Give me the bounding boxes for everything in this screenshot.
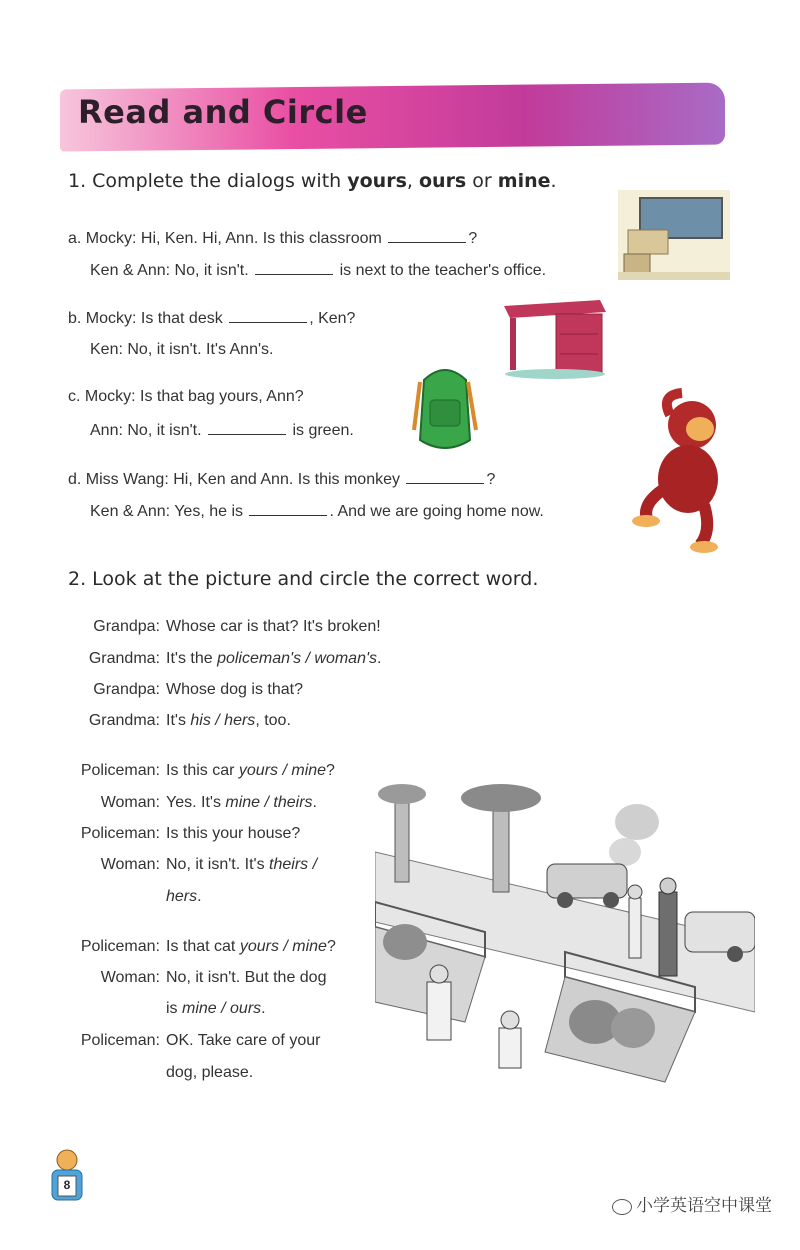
dialog2-row: Woman: Yes. It's mine / theirs. xyxy=(100,794,317,811)
answer-blank[interactable] xyxy=(249,501,327,516)
dialog-c-line1: c. Mocky: Is that bag yours, Ann? xyxy=(68,388,304,405)
dialog-a-line2: Ken & Ann: No, it isn't. is next to the teacher's office. xyxy=(90,262,547,279)
section1-title: 1. Complete the dialogs with yours, ours or mine. xyxy=(68,170,557,192)
circle-choice[interactable]: mine / theirs xyxy=(225,794,313,811)
answer-blank[interactable] xyxy=(388,228,466,243)
wechat-icon xyxy=(612,1199,632,1215)
dialog2-row: Woman: No, it isn't. It's theirs / xyxy=(100,856,318,873)
dialog2-row: Policeman: Is that cat yours / mine? xyxy=(80,938,336,955)
dialog-a-line1: a. Mocky: Hi, Ken. Hi, Ann. Is this classroom ? xyxy=(68,230,478,247)
dialog1-row: Grandpa: Whose car is that? It's broken! xyxy=(93,618,381,635)
circle-choice[interactable]: yours / mine xyxy=(239,938,327,955)
circle-choice[interactable]: his / hers xyxy=(190,712,256,729)
dialog-d-line2: Ken & Ann: Yes, he is . And we are going home now. xyxy=(90,503,544,520)
dialog2-row: hers. xyxy=(166,888,202,905)
answer-blank[interactable] xyxy=(406,469,484,484)
answer-blank[interactable] xyxy=(255,260,333,275)
dialog1-row: Grandma: It's the policeman's / woman's. xyxy=(88,650,382,667)
answer-blank[interactable] xyxy=(229,308,307,323)
circle-choice[interactable]: theirs / xyxy=(269,856,318,873)
page-title: Read and Circle xyxy=(78,93,368,131)
dialog1-row: Grandpa: Whose dog is that? xyxy=(93,681,303,698)
section2-title: 2. Look at the picture and circle the correct word. xyxy=(68,568,539,590)
dialog2-row: Policeman: Is this your house? xyxy=(80,825,301,842)
dialog2-row: Policeman: Is this car yours / mine? xyxy=(80,762,335,779)
answer-blank[interactable] xyxy=(208,420,286,435)
dialog1-row: Grandma: It's his / hers, too. xyxy=(88,712,291,729)
dialog-d-line1: d. Miss Wang: Hi, Ken and Ann. Is this monkey ? xyxy=(68,471,496,488)
dialog-b-line1: b. Mocky: Is that desk , Ken? xyxy=(68,310,356,327)
desk-illustration xyxy=(500,296,610,380)
page-number: 8 xyxy=(63,1178,71,1192)
dialog2-row: Woman: No, it isn't. But the dog xyxy=(100,969,327,986)
dialog2-row: dog, please. xyxy=(166,1064,254,1081)
street-scene-illustration xyxy=(375,782,755,1092)
green-bag-illustration xyxy=(410,360,480,456)
watermark: 小学英语空中课堂 xyxy=(612,1191,772,1216)
girl-reading-icon xyxy=(44,1146,90,1206)
circle-choice[interactable]: yours / mine xyxy=(238,762,327,779)
circle-choice[interactable]: hers xyxy=(166,888,198,905)
circle-choice[interactable]: policeman's / woman's xyxy=(217,650,378,667)
dialog2-row: Policeman: OK. Take care of your xyxy=(80,1032,321,1049)
classroom-illustration xyxy=(618,190,730,280)
dialog-c-line2: Ann: No, it isn't. is green. xyxy=(90,422,354,439)
circle-choice[interactable]: mine / ours xyxy=(182,1000,262,1017)
monkey-illustration xyxy=(630,385,740,555)
dialog-b-line2: Ken: No, it isn't. It's Ann's. xyxy=(90,341,274,358)
dialog2-row: is mine / ours. xyxy=(166,1000,266,1017)
page-number-badge xyxy=(44,1146,90,1206)
